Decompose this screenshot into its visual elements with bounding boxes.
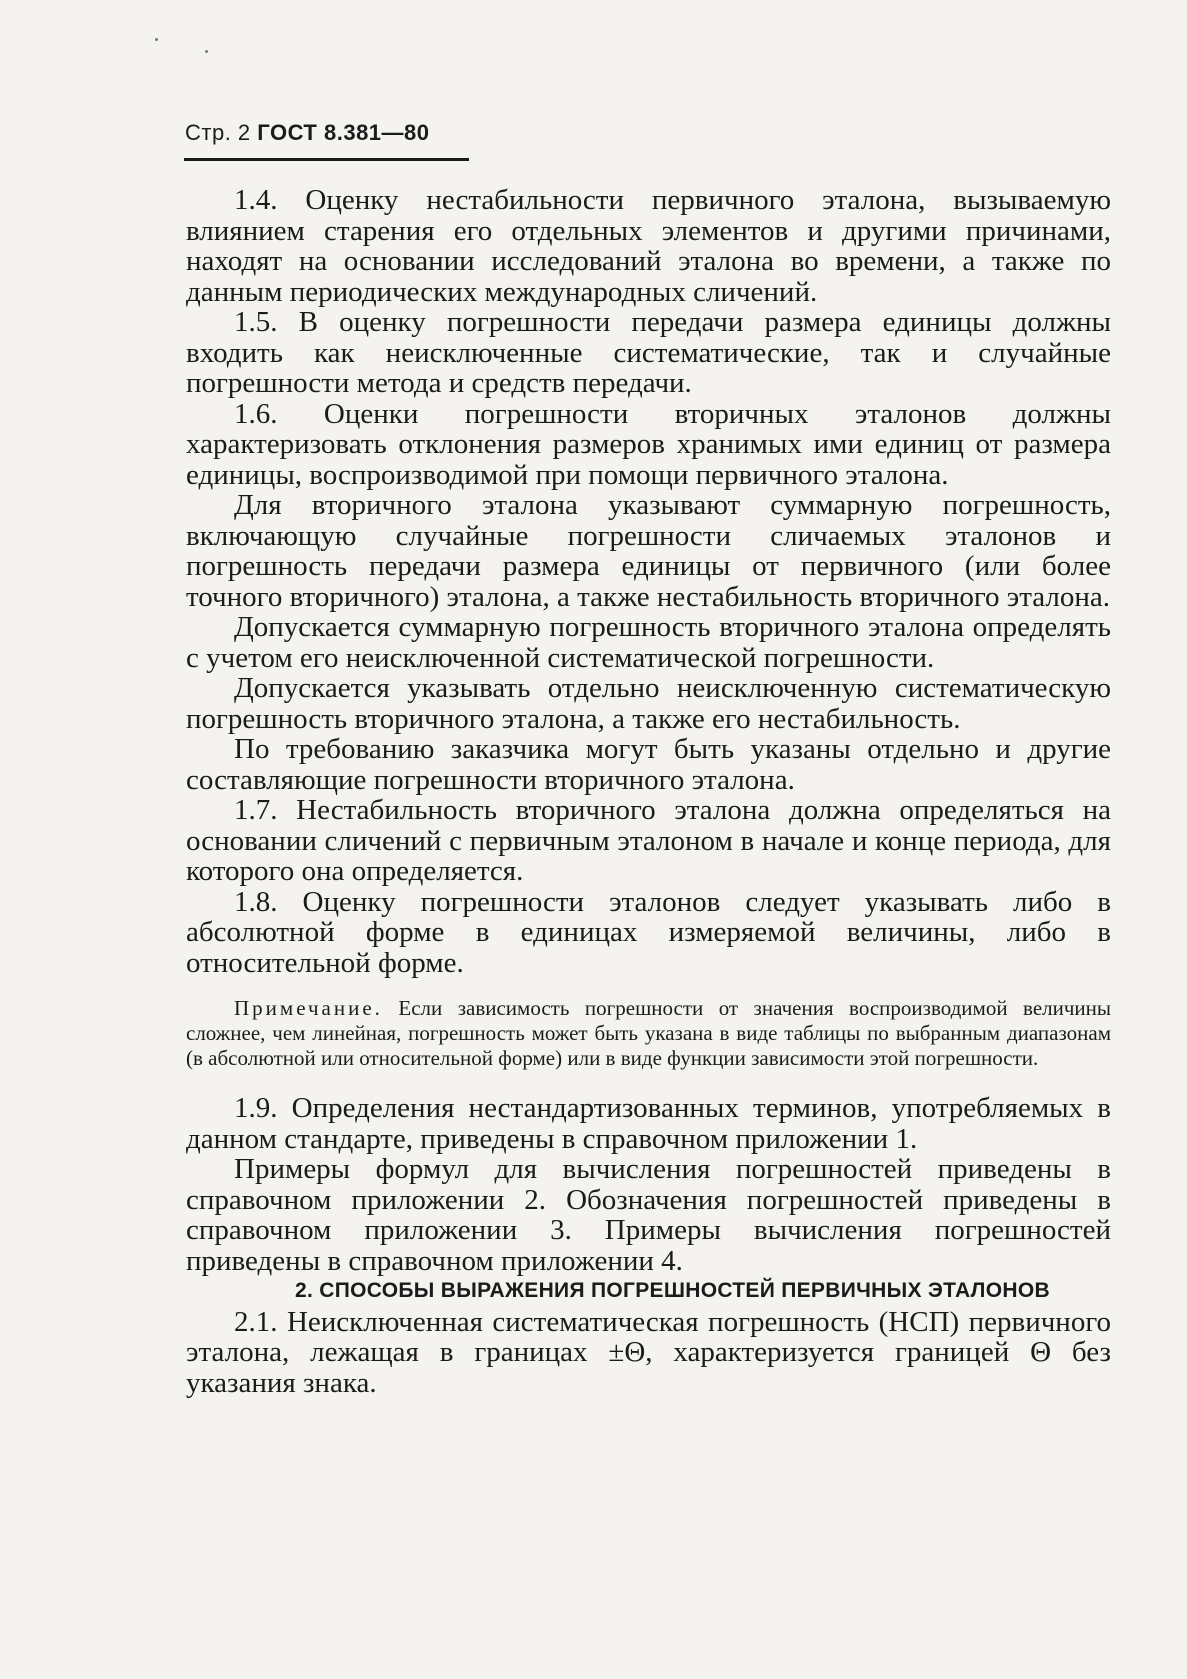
page-header	[185, 120, 430, 146]
standard-number: ГОСТ 8.381—80	[257, 120, 430, 145]
paragraph-1-6-total-error: Для вторичного эталона указывают суммарную погрешность, включающую случайные погрешности сличаемых эталонов и погрешность передачи размера единицы от первичного (или более точного вторичного) эталона, а также нестабильность вторичного эталона.	[186, 489, 1111, 613]
paragraph-1-5: 1.5. В оценку погрешности передачи размера единицы должны входить как неисключенные систематические, так и случайные погрешности метода и средств передачи.	[186, 306, 1111, 399]
paragraph-1-7: 1.7. Нестабильность вторичного эталона должна определяться на основании сличений с первичным эталоном в начале и конце периода, для которого она определяется.	[186, 794, 1111, 887]
note	[186, 996, 1111, 1071]
header-rule	[184, 158, 469, 161]
paragraph-1-6-allowed-separate: Допускается указывать отдельно неисключенную систематическую погрешность вторичного эталона, а также его нестабильность.	[186, 672, 1111, 735]
paragraph-1-8: 1.8. Оценку погрешности эталонов следует указывать либо в абсолютной форме в единицах измеряемой величины, либо в относительной форме.	[186, 885, 1111, 979]
note-lead: Примечание.	[234, 996, 383, 1020]
note-text: Если зависимость погрешности от значения воспроизводимой величины сложнее, чем линейная, погрешность может быть указана в виде таблицы по выбранным диапазонам (в абсолютной или относительной форме) или в виде функции зависимости этой погрешности.	[186, 996, 1112, 1070]
paragraph-1-9: 1.9. Определения нестандартизованных терминов, употребляемых в данном стандарте, приведены в справочном приложении 1.	[186, 1092, 1111, 1155]
paragraph-1-6-allowed-total: Допускается суммарную погрешность вторичного эталона определять с учетом его неисключенной систематической погрешности.	[186, 611, 1111, 674]
scan-speck	[205, 50, 208, 53]
scan-speck	[155, 38, 158, 41]
paragraph-1-6-customer: По требованию заказчика могут быть указаны отдельно и другие составляющие погрешности вторичного эталона.	[186, 733, 1111, 796]
page-number: Стр. 2	[185, 120, 251, 145]
paragraph-2-1: 2.1. Неисключенная систематическая погрешность (НСП) первичного эталона, лежащая в границах ±Θ, характеризуется границей Θ без указания знака.	[186, 1305, 1111, 1399]
section-2-title: 2. СПОСОБЫ ВЫРАЖЕНИЯ ПОГРЕШНОСТЕЙ ПЕРВИЧНЫХ ЭТАЛОНОВ	[295, 1279, 1050, 1302]
paragraph-1-4: 1.4. Оценку нестабильности первичного эталона, вызываемую влиянием старения его отдельных элементов и другими причинами, находят на основании исследований эталона во времени, а также по данным периодических международных сличений.	[186, 184, 1111, 308]
document-body	[186, 185, 1111, 1398]
paragraph-1-6: 1.6. Оценки погрешности вторичных эталонов должны характеризовать отклонения размеров хранимых ими единиц от размера единицы, воспроизводимой при помощи первичного эталона.	[186, 397, 1111, 491]
paragraph-1-9-examples: Примеры формул для вычисления погрешностей приведены в справочном приложении 2. Обозначения погрешностей приведены в справочном приложении 3. Примеры вычисления погрешностей приведены в справочном приложении 4.	[186, 1153, 1111, 1277]
